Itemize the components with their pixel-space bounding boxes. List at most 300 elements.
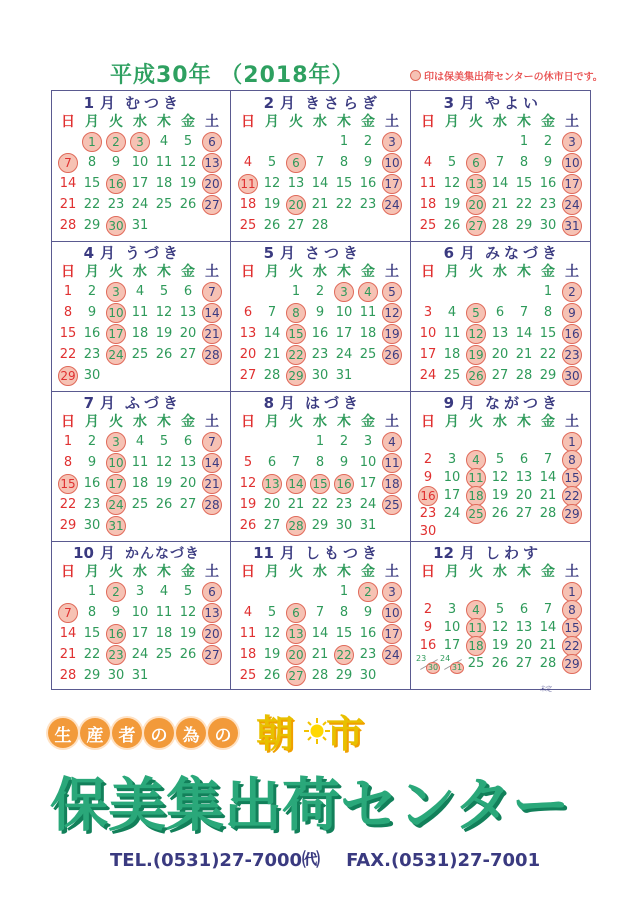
month-header (420, 542, 584, 562)
calendar-day: 1 (63, 434, 73, 449)
calendar-day: 16 (83, 476, 101, 491)
calendar-day: 21 (287, 497, 305, 512)
legend (410, 68, 603, 83)
month-header (240, 392, 404, 412)
calendar-day: 22 (59, 347, 77, 362)
calendar-day: 15 (83, 176, 101, 191)
month-block-8 (232, 391, 410, 541)
holiday-day: 16 (106, 174, 126, 194)
calendar-day: 8 (63, 455, 73, 470)
weekday-label: 火 (469, 264, 483, 280)
weekday-label: 水 (133, 564, 147, 580)
month-header (60, 242, 224, 262)
calendar-day: 26 (443, 218, 461, 233)
calendar-day: 4 (135, 284, 145, 299)
calendar-day: 25 (239, 668, 257, 683)
weekday-label: 金 (541, 414, 555, 430)
calendar-day: 22 (83, 197, 101, 212)
holiday-day: 30 (562, 366, 582, 386)
month-kanji: 月 (460, 394, 476, 412)
calendar-day: 8 (63, 305, 73, 320)
calendar-day: 18 (359, 326, 377, 341)
calendar-day: 31 (131, 668, 149, 683)
calendar-day: 1 (315, 434, 325, 449)
calendar-day: 5 (243, 455, 253, 470)
holiday-day: 20 (286, 195, 306, 215)
holiday-day: 4 (358, 282, 378, 302)
calendar-day: 16 (539, 176, 557, 191)
weekday-label: 日 (61, 414, 75, 430)
calendar-day: 2 (315, 284, 325, 299)
weekday-label: 月 (85, 114, 99, 130)
weekday-label: 日 (241, 564, 255, 580)
month-kanji: 月 (460, 544, 476, 562)
calendar-day: 18 (443, 347, 461, 362)
calendar-day: 24 (359, 497, 377, 512)
weekday-label: 金 (541, 264, 555, 280)
weekday-label: 火 (289, 264, 303, 280)
calendar-day: 9 (423, 620, 433, 635)
weekday-label: 木 (517, 414, 531, 430)
weekday-label: 土 (565, 264, 579, 280)
holiday-day: 11 (466, 618, 486, 638)
month-kanji: 月 (280, 544, 296, 562)
calendar-day: 27 (179, 497, 197, 512)
calendar-day: 9 (543, 155, 553, 170)
holiday-day: 13 (466, 174, 486, 194)
weekday-label: 土 (205, 114, 219, 130)
calendar-day: 30 (419, 524, 437, 539)
calendar-day: 12 (239, 476, 257, 491)
calendar-day: 15 (539, 326, 557, 341)
holiday-day: 13 (202, 603, 222, 623)
holiday-day: 4 (382, 432, 402, 452)
holiday-day: 17 (382, 174, 402, 194)
calendar-day: 20 (491, 347, 509, 362)
month-header (240, 542, 404, 562)
holiday-day: 15 (562, 618, 582, 638)
weekday-label: 金 (181, 114, 195, 130)
calendar-day: 12 (491, 470, 509, 485)
weekday-label: 木 (337, 114, 351, 130)
calendar-day: 28 (59, 668, 77, 683)
weekday-label: 土 (565, 564, 579, 580)
month-block-9 (412, 391, 590, 541)
month-name: かんなづき (125, 546, 201, 562)
calendar-day: 28 (311, 218, 329, 233)
calendar-day: 25 (131, 347, 149, 362)
month-name: ながつき (485, 394, 562, 412)
calendar-day: 14 (311, 626, 329, 641)
calendar-day: 3 (135, 584, 145, 599)
calendar-day: 5 (267, 605, 277, 620)
holiday-day: 10 (106, 453, 126, 473)
weekday-label: 木 (517, 564, 531, 580)
calendar-day: 7 (291, 455, 301, 470)
calendar-day: 10 (131, 155, 149, 170)
holiday-day: 20 (466, 195, 486, 215)
weekday-label: 木 (337, 414, 351, 430)
calendar-day: 5 (183, 584, 193, 599)
weekday-label: 木 (157, 564, 171, 580)
calendar-day: 25 (239, 218, 257, 233)
holiday-day: 27 (202, 645, 222, 665)
calendar-day: 21 (515, 347, 533, 362)
holiday-day: 21 (202, 324, 222, 344)
holiday-day: 8 (562, 600, 582, 620)
holiday-day: 17 (382, 624, 402, 644)
holiday-day: 27 (286, 666, 306, 686)
tagline-char: 生 (48, 718, 78, 748)
calendar-day: 29 (515, 218, 533, 233)
month-block-10 (52, 541, 230, 691)
calendar-day: 17 (443, 488, 461, 503)
weekday-label: 日 (241, 114, 255, 130)
holiday-day: 22 (562, 486, 582, 506)
calendar-day: 13 (179, 305, 197, 320)
weekday-label: 日 (421, 114, 435, 130)
holiday-day: 25 (466, 504, 486, 524)
weekday-label: 金 (541, 114, 555, 130)
weekday-label: 土 (385, 564, 399, 580)
calendar-day: 12 (179, 605, 197, 620)
split-day (440, 654, 464, 674)
weekday-label: 月 (265, 564, 279, 580)
calendar-day: 13 (515, 620, 533, 635)
holiday-day: 10 (562, 153, 582, 173)
calendar-day: 6 (243, 305, 253, 320)
month-block-2 (232, 91, 410, 241)
month-kanji: 月 (460, 244, 476, 262)
split-day-top: 24 (440, 654, 451, 663)
calendar-day: 1 (339, 134, 349, 149)
calendar-day: 1 (291, 284, 301, 299)
calendar-day: 15 (59, 326, 77, 341)
calendar-day: 8 (339, 155, 349, 170)
calendar-day: 27 (515, 506, 533, 521)
weekday-label: 日 (421, 564, 435, 580)
calendar-day: 10 (419, 326, 437, 341)
split-day (416, 654, 440, 674)
calendar-day: 12 (179, 155, 197, 170)
calendar-day: 9 (111, 155, 121, 170)
month-block-7 (52, 391, 230, 541)
weekday-label: 月 (265, 414, 279, 430)
holiday-day: 24 (106, 345, 126, 365)
holiday-day: 7 (58, 153, 78, 173)
holiday-day: 20 (286, 645, 306, 665)
calendar-day: 14 (311, 176, 329, 191)
calendar-day: 11 (443, 326, 461, 341)
holiday-day: 3 (334, 282, 354, 302)
calendar-day: 19 (239, 497, 257, 512)
month-number: 10 (73, 544, 94, 562)
month-name: さつき (305, 244, 363, 262)
calendar-day: 13 (239, 326, 257, 341)
calendar-day: 10 (359, 455, 377, 470)
holiday-day: 4 (466, 600, 486, 620)
holiday-day: 27 (202, 195, 222, 215)
holiday-day: 14 (286, 474, 306, 494)
holiday-day: 26 (382, 345, 402, 365)
calendar-day: 12 (263, 626, 281, 641)
calendar-day: 7 (543, 602, 553, 617)
weekday-label: 火 (289, 564, 303, 580)
tel-number: TEL.(0531)27-7000㈹ (110, 850, 321, 871)
weekday-label: 火 (469, 564, 483, 580)
asaichi-char-2: 市 (326, 711, 367, 756)
calendar-day: 6 (183, 284, 193, 299)
calendar-day: 16 (311, 326, 329, 341)
weekday-label: 木 (157, 114, 171, 130)
calendar-day: 7 (543, 452, 553, 467)
calendar-day: 14 (539, 620, 557, 635)
calendar-title: 平成30年 （2018年） (110, 63, 355, 88)
calendar-day: 26 (263, 218, 281, 233)
calendar-day: 21 (491, 197, 509, 212)
month-kanji: 月 (100, 94, 116, 112)
month-name: うづき (125, 244, 183, 262)
month-name: きさらぎ (305, 94, 382, 112)
calendar-day: 23 (419, 506, 437, 521)
weekday-label: 月 (265, 114, 279, 130)
tagline-char: の (208, 718, 238, 748)
calendar-day: 25 (131, 497, 149, 512)
calendar-day: 23 (83, 347, 101, 362)
calendar-day: 2 (87, 284, 97, 299)
calendar-day: 4 (447, 305, 457, 320)
month-block-11 (232, 541, 410, 691)
calendar-day: 19 (491, 488, 509, 503)
weekday-label: 水 (493, 114, 507, 130)
calendar-day: 4 (159, 584, 169, 599)
calendar-day: 21 (59, 197, 77, 212)
calendar-day: 6 (267, 455, 277, 470)
calendar-day: 20 (239, 347, 257, 362)
calendar-day: 23 (359, 197, 377, 212)
month-header (420, 392, 584, 412)
weekday-label: 土 (385, 114, 399, 130)
calendar-day: 14 (263, 326, 281, 341)
tagline-char: 産 (80, 718, 110, 748)
calendar-day: 24 (335, 347, 353, 362)
undecided-note: 未定 (540, 686, 553, 693)
month-number: 11 (253, 544, 274, 562)
holiday-day: 28 (202, 495, 222, 515)
calendar-day: 30 (83, 368, 101, 383)
calendar-day: 4 (135, 434, 145, 449)
calendar-day: 27 (515, 656, 533, 671)
calendar-day: 20 (515, 638, 533, 653)
calendar-day: 14 (515, 326, 533, 341)
holiday-day: 7 (202, 432, 222, 452)
calendar-day: 23 (83, 497, 101, 512)
calendar-day: 5 (159, 434, 169, 449)
month-number: 1 (83, 94, 94, 112)
holiday-day: 20 (202, 174, 222, 194)
holiday-day: 15 (286, 324, 306, 344)
calendar-day: 20 (515, 488, 533, 503)
calendar-day: 30 (107, 668, 125, 683)
calendar-day: 9 (363, 605, 373, 620)
holiday-day: 25 (382, 495, 402, 515)
calendar-day: 20 (179, 476, 197, 491)
calendar-day: 1 (339, 584, 349, 599)
holiday-day: 10 (106, 303, 126, 323)
calendar-day: 21 (311, 197, 329, 212)
holiday-day: 19 (382, 324, 402, 344)
calendar-day: 28 (311, 668, 329, 683)
holiday-day: 31 (562, 216, 582, 236)
calendar-day: 12 (155, 305, 173, 320)
holiday-day: 6 (202, 582, 222, 602)
weekday-label: 日 (241, 264, 255, 280)
calendar-day: 9 (87, 455, 97, 470)
calendar-day: 30 (335, 518, 353, 533)
month-number: 2 (263, 94, 274, 112)
calendar-day: 21 (59, 647, 77, 662)
weekday-label: 月 (445, 264, 459, 280)
calendar-day: 23 (107, 197, 125, 212)
calendar-day: 5 (183, 134, 193, 149)
calendar-day: 23 (539, 197, 557, 212)
weekday-label: 金 (361, 264, 375, 280)
holiday-day: 14 (202, 303, 222, 323)
holiday-day: 24 (106, 495, 126, 515)
holiday-day: 2 (358, 582, 378, 602)
calendar-day: 9 (87, 305, 97, 320)
holiday-day: 13 (286, 624, 306, 644)
calendar-day: 17 (419, 347, 437, 362)
calendar-day: 1 (87, 584, 97, 599)
holiday-day: 19 (466, 345, 486, 365)
calendar-day: 22 (59, 497, 77, 512)
month-header (60, 92, 224, 112)
month-name: しもつき (305, 544, 382, 562)
weekday-label: 火 (109, 114, 123, 130)
holiday-day: 13 (262, 474, 282, 494)
calendar-day: 7 (315, 605, 325, 620)
calendar-day: 24 (419, 368, 437, 383)
calendar-day: 26 (155, 347, 173, 362)
holiday-day: 26 (466, 366, 486, 386)
holiday-day: 23 (562, 345, 582, 365)
calendar-day: 29 (335, 668, 353, 683)
calendar-day: 11 (131, 305, 149, 320)
calendar-day: 15 (335, 176, 353, 191)
calendar-day: 5 (447, 155, 457, 170)
asaichi-char-1: 朝 (256, 711, 297, 756)
calendar-day: 30 (311, 368, 329, 383)
calendar-day: 24 (131, 197, 149, 212)
weekday-label: 月 (85, 414, 99, 430)
holiday-day: 7 (58, 603, 78, 623)
calendar-day: 25 (419, 218, 437, 233)
calendar-day: 9 (363, 155, 373, 170)
calendar-day: 27 (179, 347, 197, 362)
holiday-day: 17 (562, 174, 582, 194)
calendar-day: 12 (155, 455, 173, 470)
calendar-day: 10 (443, 470, 461, 485)
calendar-day: 12 (263, 176, 281, 191)
month-block-3 (412, 91, 590, 241)
weekday-label: 水 (133, 414, 147, 430)
calendar-day: 2 (543, 134, 553, 149)
calendar-day: 22 (335, 197, 353, 212)
calendar-day: 11 (419, 176, 437, 191)
calendar-day: 7 (315, 155, 325, 170)
legend-text: 印は保美集出荷センターの休市日です。 (424, 72, 603, 83)
calendar-day: 8 (519, 155, 529, 170)
month-block-6 (412, 241, 590, 391)
weekday-label: 火 (289, 114, 303, 130)
weekday-label: 土 (205, 564, 219, 580)
holiday-day: 18 (382, 474, 402, 494)
month-number: 9 (443, 394, 454, 412)
month-name: ふづき (125, 394, 183, 412)
tagline (48, 718, 240, 748)
month-block-5 (232, 241, 410, 391)
calendar-day: 2 (339, 434, 349, 449)
calendar-day: 14 (59, 626, 77, 641)
calendar-day: 3 (363, 434, 373, 449)
holiday-day: 18 (466, 486, 486, 506)
calendar-day: 20 (179, 326, 197, 341)
calendar-day: 18 (155, 626, 173, 641)
holiday-day: 31 (106, 516, 126, 536)
calendar-day: 21 (539, 638, 557, 653)
month-header (420, 242, 584, 262)
weekday-label: 月 (85, 264, 99, 280)
calendar-day: 15 (515, 176, 533, 191)
weekday-label: 日 (61, 114, 75, 130)
calendar-day: 14 (491, 176, 509, 191)
calendar-day: 29 (311, 518, 329, 533)
calendar-day: 6 (519, 452, 529, 467)
calendar-day: 5 (495, 602, 505, 617)
holiday-day: 4 (466, 450, 486, 470)
holiday-day: 16 (106, 624, 126, 644)
calendar-day: 10 (335, 305, 353, 320)
calendar-day: 30 (83, 518, 101, 533)
holiday-day: 8 (286, 303, 306, 323)
fax-number: FAX.(0531)27-7001 (346, 850, 541, 871)
calendar-day: 23 (359, 647, 377, 662)
weekday-label: 水 (313, 264, 327, 280)
calendar-day: 13 (491, 326, 509, 341)
weekday-label: 水 (493, 414, 507, 430)
tagline-char: 者 (112, 718, 142, 748)
calendar-day: 25 (467, 656, 485, 671)
holiday-day: 2 (106, 132, 126, 152)
calendar-day: 30 (539, 218, 557, 233)
calendar-day: 18 (131, 476, 149, 491)
calendar-day: 28 (263, 368, 281, 383)
calendar-day: 11 (155, 605, 173, 620)
grid-line (230, 91, 231, 689)
holiday-day: 16 (418, 486, 438, 506)
weekday-label: 月 (445, 564, 459, 580)
calendar-day: 22 (515, 197, 533, 212)
calendar-day: 27 (263, 518, 281, 533)
calendar-day: 14 (59, 176, 77, 191)
calendar-day: 3 (447, 452, 457, 467)
grid-line (410, 91, 411, 689)
calendar-day: 13 (179, 455, 197, 470)
holiday-day: 24 (382, 645, 402, 665)
calendar-day: 23 (311, 347, 329, 362)
calendar-day: 8 (87, 155, 97, 170)
